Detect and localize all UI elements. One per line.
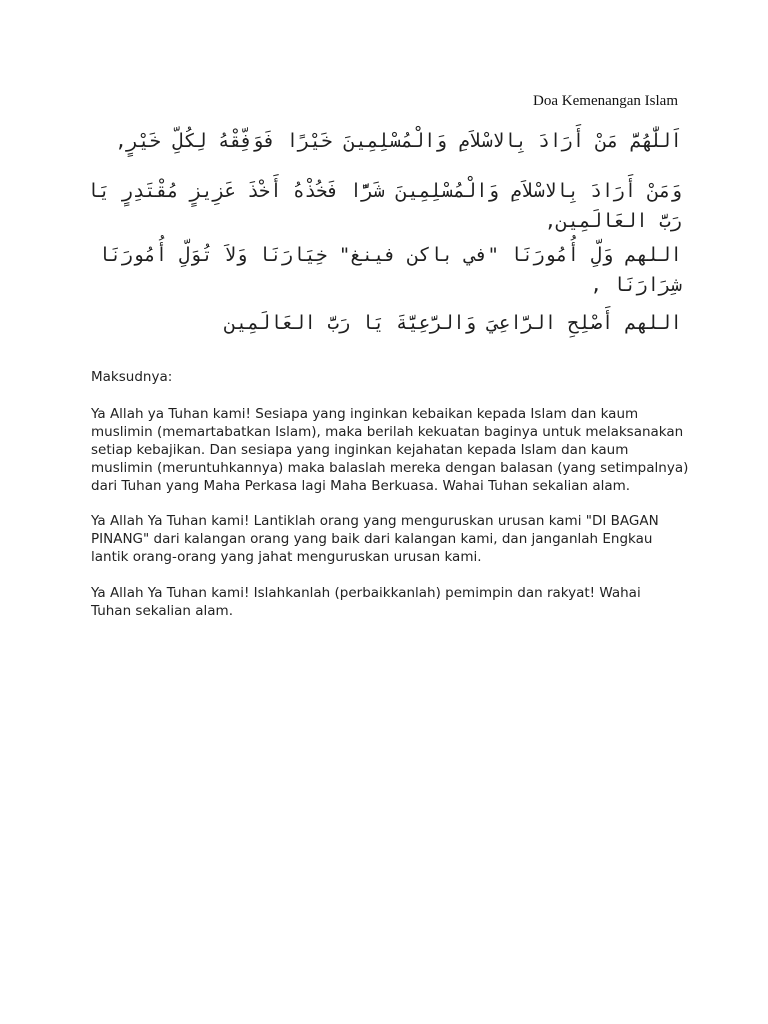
paragraph-line: Ya Allah ya Tuhan kami! Sesiapa yang inginkan kebaikan kepada Islam dan kaum xyxy=(91,406,639,422)
maksudnya-label-block xyxy=(91,368,691,386)
paragraph-line: dari Tuhan yang Maha Perkasa lagi Maha Berkuasa. Wahai Tuhan sekalian alam. xyxy=(91,478,631,494)
paragraph-line: Tuhan sekalian alam. xyxy=(91,603,233,619)
paragraph-line: Ya Allah Ya Tuhan kami! Lantiklah orang yang menguruskan urusan kami "DI BAGAN xyxy=(91,513,659,529)
translation-paragraph-1 xyxy=(91,405,691,495)
translation-paragraph-3 xyxy=(91,584,691,620)
arabic-prayer-line-3: اللهم وَلِّ أُمُورَنَا "في باكن فينغ" خِيَارَنَا وَلاَ تُوَلِّ أُمُورَنَا شِرَارَنَا , xyxy=(98,244,682,296)
paragraph-line: Ya Allah Ya Tuhan kami! Islahkanlah (perbaikkanlah) pemimpin dan rakyat! Wahai xyxy=(91,585,641,601)
arabic-prayer-line-1: اَللّٰهُمَّ مَنْ أَرَادَ بِالاسْلاَمِ وَالْمُسْلِمِينَ خَيْرًا فَوَفِّقْهُ لِكُلِّ خَيْرٍ, xyxy=(115,130,682,152)
document-title: Doa Kemenangan Islam xyxy=(533,93,678,109)
translation-paragraph-2 xyxy=(91,512,691,566)
paragraph-line: setiap kebajikan. Dan sesiapa yang inginkan kejahatan kepada Islam dan kaum xyxy=(91,442,629,458)
arabic-prayer-line-4: اللهم أَصْلِحِ الرَّاعِيَ وَالرَّعِيَّةَ يَا رَبَّ العَالَمِين xyxy=(224,312,682,334)
arabic-prayer-line-2: وَمَنْ أَرَادَ بِالاسْلاَمِ وَالْمُسْلِمِينَ شَرًّا فَخُذْهُ أَخْذَ عَزِيزٍ مُقْتَدِرٍ يَا رَبَّ العَالَمِين, xyxy=(87,180,682,232)
paragraph-line: PINANG" dari kalangan orang yang baik dari kalangan kami, dan janganlah Engkau xyxy=(91,531,653,547)
paragraph-line: muslimin (meruntuhkannya) maka balaslah mereka dengan balasan (yang setimpalnya) xyxy=(91,460,689,476)
paragraph-line: muslimin (memartabatkan Islam), maka berilah kekuatan baginya untuk melaksanakan xyxy=(91,424,684,440)
maksudnya-label: Maksudnya: xyxy=(91,369,173,385)
paragraph-line: lantik orang-orang yang jahat menguruskan urusan kami. xyxy=(91,549,482,565)
